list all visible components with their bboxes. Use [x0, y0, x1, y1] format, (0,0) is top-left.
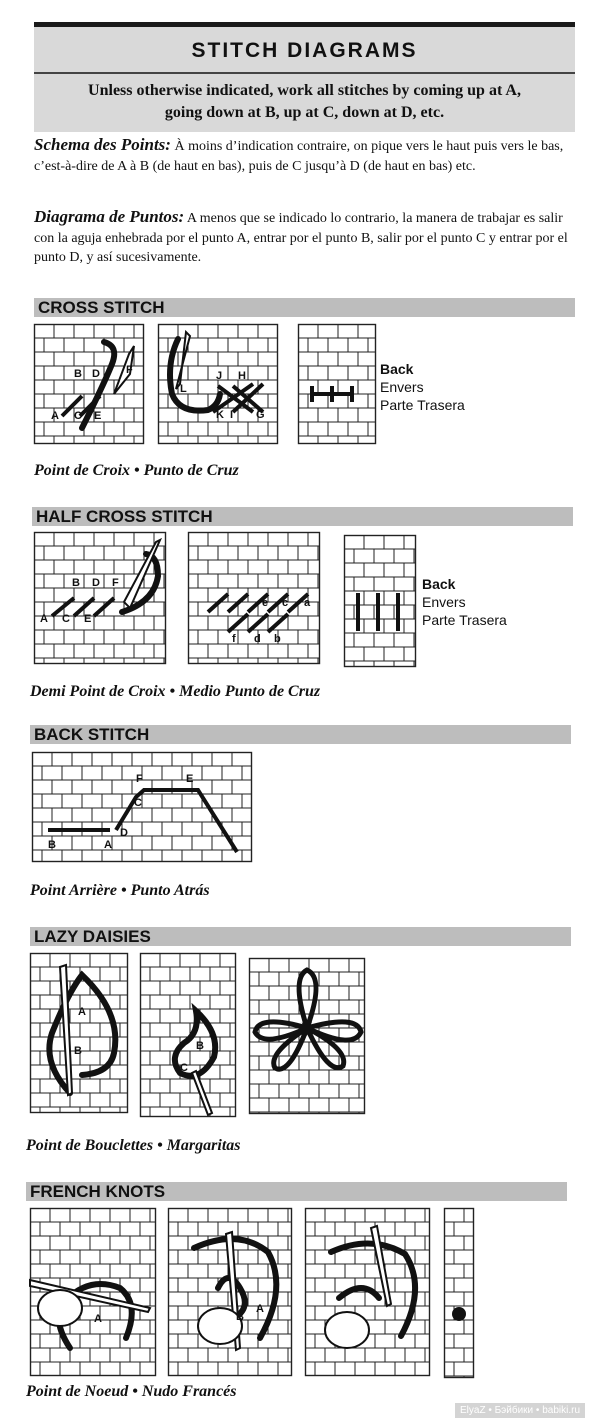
label-a: A [104, 839, 112, 851]
label-i: I [230, 409, 234, 421]
caption-back-stitch: Point Arrière • Punto Atrás [30, 882, 210, 899]
label-b: B [236, 1311, 244, 1323]
french-knot-diagram-2 [168, 1208, 292, 1376]
label-a: A [94, 1313, 102, 1325]
intro-spanish-text: A menos que se indicado lo contrario, la manera de trabajar es salir con la aguja enhebrada por el punto A, entrar por el punto B, salir por el punto C y entrar por el punto D, y así sucesivamente. [34, 211, 568, 265]
lazy-daisy-diagram-2 [140, 953, 236, 1117]
caption-lazy-daisies: Point de Bouclettes • Margaritas [26, 1137, 241, 1154]
cross-stitch-diagram-second [158, 324, 278, 444]
lazy-daisy-diagram-flower [249, 958, 365, 1114]
label-d: D [92, 577, 100, 589]
intro-french-label: Schema des Points: [34, 135, 171, 154]
label-c-lower: c [282, 597, 289, 609]
label-j: J [216, 370, 223, 382]
intro-french-text: À moins d’indication contraire, on pique vers le haut puis vers le bas, c’est-à-dire de A à B (de haut en bas), puis de C jusqu’à D (de haut en bas) etc. [34, 139, 564, 174]
label-a: A [40, 613, 48, 625]
label-d: D [120, 827, 128, 839]
label-e: E [186, 773, 194, 785]
label-f: F [136, 773, 143, 785]
label-a: A [51, 410, 59, 422]
label-g: G [256, 409, 265, 421]
label-f-lower: f [232, 633, 236, 645]
label-k: K [216, 409, 224, 421]
label-a-lower: a [304, 597, 311, 609]
label-c: C [180, 1062, 188, 1074]
label-c: C [134, 797, 142, 809]
cross-stitch-diagram-front [34, 324, 144, 444]
label-c: C [62, 613, 70, 625]
section-band-cross-stitch: CROSS STITCH [34, 298, 575, 317]
canvas-grid [249, 958, 365, 1114]
label-b: B [74, 1045, 82, 1057]
cross-back-labels [380, 360, 465, 414]
half-envers-label: Envers [422, 594, 466, 610]
french-knot [452, 1307, 466, 1321]
canvas-grid [34, 324, 144, 444]
label-a: A [78, 1006, 86, 1018]
label-d: D [92, 368, 100, 380]
section-band-half-cross-stitch: HALF CROSS STITCH [32, 507, 573, 526]
cross-stitch-diagram-back [298, 324, 376, 444]
label-l: L [180, 383, 187, 395]
half-back-label: Back [422, 576, 456, 592]
label-b: B [72, 577, 80, 589]
french-knot-diagram-3 [305, 1208, 430, 1376]
watermark: ElyaZ • Бэйбики • babiki.ru [455, 1403, 585, 1418]
cross-back-label: Back [380, 361, 414, 377]
label-a: A [256, 1303, 264, 1315]
canvas-grid [444, 1208, 474, 1378]
label-c: C [74, 410, 82, 422]
caption-half-cross-stitch: Demi Point de Croix • Medio Punto de Cruz [30, 683, 321, 700]
back-stitch-diagram [32, 752, 252, 862]
label-f: F [112, 577, 119, 589]
cross-envers-label: Envers [380, 379, 424, 395]
label-e: E [84, 613, 92, 625]
intro-spanish-label: Diagrama de Puntos: [34, 207, 185, 226]
label-b: B [196, 1040, 204, 1052]
caption-french-knots: Point de Noeud • Nudo Francés [26, 1383, 237, 1400]
header-divider [34, 72, 575, 74]
intro-spanish [34, 207, 579, 268]
canvas-grid [32, 752, 252, 862]
half-cross-diagram-second [188, 532, 320, 664]
label-e: E [94, 410, 102, 422]
page-title: STITCH DIAGRAMS [191, 39, 418, 62]
canvas-grid [140, 953, 236, 1117]
caption-cross-stitch: Point de Croix • Punto de Cruz [34, 462, 239, 479]
label-e-lower: e [262, 597, 269, 609]
header-subtitle [44, 80, 565, 124]
lazy-daisy-diagram-1 [30, 953, 128, 1113]
section-band-back-stitch: BACK STITCH [30, 725, 571, 744]
french-knot-diagram-1 [30, 1208, 156, 1376]
half-cross-diagram-front [34, 532, 166, 664]
header-box [34, 22, 575, 132]
label-h: H [238, 370, 246, 382]
label-b-lower: b [274, 633, 281, 645]
cross-trasera-label: Parte Trasera [380, 397, 465, 413]
section-band-french-knots: FRENCH KNOTS [26, 1182, 567, 1201]
label-b: B [48, 839, 56, 851]
subtitle-line-1: Unless otherwise indicated, work all stitches by coming up at A, [88, 82, 521, 99]
label-b: B [74, 368, 82, 380]
label-f: F [126, 364, 133, 376]
intro-french [34, 135, 579, 176]
canvas-grid [298, 324, 376, 444]
subtitle-line-2: going down at B, up at C, down at D, etc. [164, 104, 445, 121]
label-d-lower: d [254, 633, 261, 645]
section-band-lazy-daisies: LAZY DAISIES [30, 927, 571, 946]
half-trasera-label: Parte Trasera [422, 612, 507, 628]
half-cross-diagram-back [344, 535, 416, 667]
french-knot-diagram-finished [444, 1208, 474, 1378]
half-back-labels [422, 575, 507, 629]
